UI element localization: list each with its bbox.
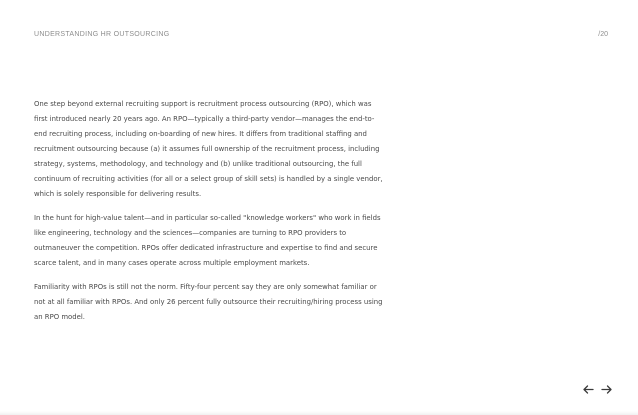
arrow-right-icon <box>601 385 612 394</box>
previous-page-button[interactable] <box>582 383 594 395</box>
document-header-title: UNDERSTANDING HR OUTSOURCING <box>34 31 170 38</box>
body-text <box>34 97 384 334</box>
page-navigation <box>582 383 612 395</box>
next-page-button[interactable] <box>600 383 612 395</box>
page-bottom-shade <box>0 411 638 415</box>
paragraph-1: One step beyond external recruiting support is recruitment process outsourcing (RPO), which was first introduced nearly 20 years ago. An RPO—typically a third-party vendor—manages the end-to-end recruiting process, including on-boarding of new hires. It differs from traditional staffing and recruitment outsourcing because (a) it assumes full ownership of the recruitment process, including strategy, systems, methodology, and technology and (b) unlike traditional outsourcing, the full continuum of recruiting activities (for all or a select group of skill sets) is handled by a single vendor, which is solely responsible for delivering results. <box>34 100 383 198</box>
paragraph-3: Familiarity with RPOs is still not the norm. Fifty-four percent say they are only somewhat familiar or not at all familiar with RPOs. And only 26 percent fully outsource their recruiting/hiring process using an RPO model. <box>34 283 383 321</box>
paragraph-2: In the hunt for high-value talent—and in particular so-called "knowledge workers" who work in fields like engineering, technology and the sciences—companies are turning to RPO providers to outmaneuver the competition. RPOs offer dedicated infrastructure and expertise to find and secure scarce talent, and in many cases operate across multiple employment markets. <box>34 214 381 267</box>
page-number: /20 <box>598 31 608 38</box>
arrow-left-icon <box>583 385 594 394</box>
